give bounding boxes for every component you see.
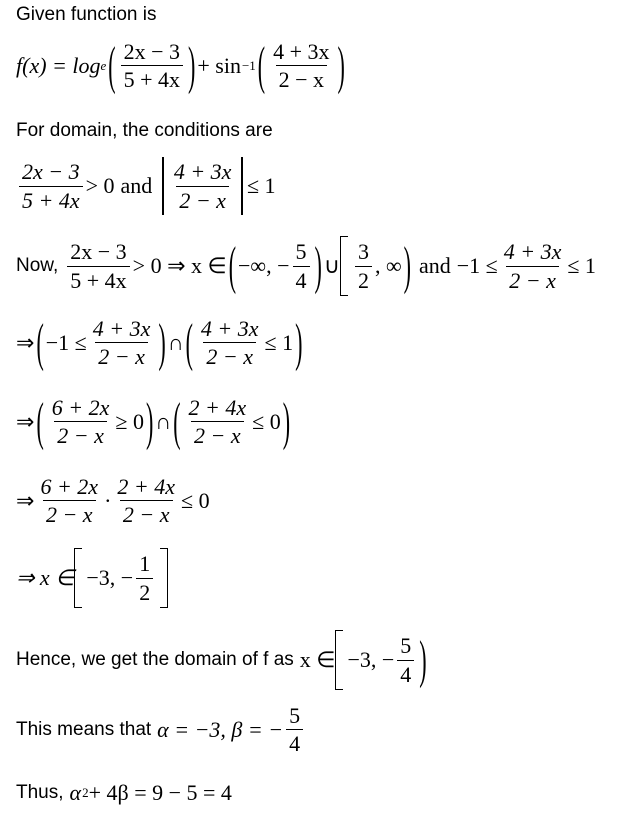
fraction-5-4c xyxy=(286,704,303,755)
fraction-sin-arg xyxy=(270,40,332,91)
fraction-now-2 xyxy=(501,240,565,291)
step-product xyxy=(16,475,210,526)
neg-one-le: −1 ≤ xyxy=(45,329,87,355)
fraction-b xyxy=(198,317,262,368)
bracket-open xyxy=(335,630,343,690)
frac-numerator: 2 + 4x xyxy=(117,474,176,499)
union-symbol: ∪ xyxy=(323,253,340,278)
fraction-log-arg xyxy=(121,40,183,91)
fraction-3-2 xyxy=(355,240,372,291)
frac-denominator: 5 + 4x xyxy=(67,266,129,292)
fraction-2 xyxy=(171,160,235,211)
log-base: e xyxy=(100,57,107,73)
frac-denominator: 2 − x xyxy=(120,500,173,526)
frac-denominator: 4 xyxy=(293,266,310,292)
frac-numerator: 4 + 3x xyxy=(503,239,562,265)
bracket-open xyxy=(74,548,82,608)
paren-close: ) xyxy=(282,390,291,451)
domain-result xyxy=(16,630,429,690)
frac-numerator: 2x − 3 xyxy=(22,159,80,185)
implies: ⇒ xyxy=(16,408,35,434)
hence-label: Hence, we get the domain of f as xyxy=(16,649,294,670)
comma-inf: , ∞ xyxy=(374,253,402,278)
x-in: x ∈ xyxy=(299,647,336,672)
square-exponent: 2 xyxy=(82,785,89,800)
fraction-5-4 xyxy=(293,240,310,291)
paren-close: ) xyxy=(188,34,196,95)
fraction-f xyxy=(114,475,178,526)
final-result xyxy=(16,780,232,806)
neg-three: −3, − xyxy=(86,565,134,590)
frac-denominator: 2 − x xyxy=(276,65,327,91)
fraction-1-2 xyxy=(136,552,153,603)
conditions-math xyxy=(16,157,276,215)
fraction-a xyxy=(90,317,154,368)
ge-zero: ≥ 0 xyxy=(115,408,144,434)
intersection-symbol: ∩ xyxy=(155,408,172,434)
frac-denominator: 5 + 4x xyxy=(121,65,183,91)
frac-denominator: 2 − x xyxy=(54,421,107,447)
frac-denominator: 2 − x xyxy=(203,342,256,368)
now-label: Now, xyxy=(16,255,59,276)
step-interval xyxy=(16,548,168,608)
frac-numerator: 6 + 2x xyxy=(40,474,99,499)
abs-bar-left xyxy=(162,157,164,215)
implies: ⇒ xyxy=(16,329,35,355)
thus-label: Thus, xyxy=(16,782,64,803)
step-split xyxy=(16,311,304,372)
implies-x-in: ⇒ x ∈ xyxy=(16,565,75,590)
frac-numerator: 6 + 2x xyxy=(51,395,110,420)
paren-close: ) xyxy=(295,311,303,372)
inverse-exponent: −1 xyxy=(241,57,256,73)
frac-denominator: 2 − x xyxy=(176,186,229,212)
given-function-text xyxy=(16,4,156,26)
frac-numerator: 3 xyxy=(357,239,369,265)
paren-open: ( xyxy=(173,390,181,451)
paren-open: ( xyxy=(108,34,116,95)
paren-open: ( xyxy=(257,34,266,95)
domain-conditions-text xyxy=(16,120,273,142)
paren-open: ( xyxy=(36,390,44,451)
frac-denominator: 2 xyxy=(136,578,153,604)
neg-inf: −∞, − xyxy=(238,253,290,278)
means-label: This means that xyxy=(16,718,152,740)
fraction-now xyxy=(67,240,129,291)
and-text: and xyxy=(120,173,153,198)
frac-numerator: 4 + 3x xyxy=(273,39,330,64)
fraction-1 xyxy=(19,160,83,211)
function-definition xyxy=(16,34,347,95)
fx-label: f(x) = log xyxy=(16,52,101,78)
final-expression: + 4β = 9 − 5 = 4 xyxy=(88,780,232,805)
le-one: ≤ 1 xyxy=(567,253,596,278)
frac-numerator: 1 xyxy=(139,551,151,577)
frac-denominator: 4 xyxy=(397,660,414,686)
frac-numerator: 4 + 3x xyxy=(173,159,232,185)
alpha-beta-values: α = −3, β = − xyxy=(157,716,284,742)
le-zero: ≤ 0 xyxy=(181,487,210,513)
now-step xyxy=(16,236,596,296)
implies: ⇒ xyxy=(16,487,35,513)
paren-open: ( xyxy=(185,311,193,372)
alpha-beta xyxy=(16,704,306,755)
frac-numerator: 4 + 3x xyxy=(92,316,151,341)
intersection-symbol: ∩ xyxy=(167,329,184,355)
frac-numerator: 5 xyxy=(295,239,307,265)
frac-denominator: 2 − x xyxy=(191,421,244,447)
frac-denominator: 2 xyxy=(355,266,372,292)
frac-numerator: 5 xyxy=(400,633,412,659)
abs-bar-right xyxy=(241,157,243,215)
bracket-open xyxy=(340,236,348,296)
paren-close: ) xyxy=(145,390,154,451)
and-text: and xyxy=(418,253,451,278)
paren-close: ) xyxy=(403,234,411,295)
alpha: α xyxy=(69,780,82,805)
paren-close: ) xyxy=(158,311,166,372)
frac-denominator: 2 − x xyxy=(506,266,559,292)
paren-close: ) xyxy=(314,234,322,295)
neg-one-le: −1 ≤ xyxy=(456,253,498,278)
fraction-d xyxy=(186,396,250,447)
frac-denominator: 4 xyxy=(286,729,303,755)
frac-denominator: 2 − x xyxy=(95,342,148,368)
frac-denominator: 5 + 4x xyxy=(19,186,83,212)
given-label: Given function is xyxy=(16,4,157,25)
paren-close: ) xyxy=(337,34,345,95)
frac-numerator: 2 + 4x xyxy=(188,395,247,420)
plus-sin: + sin xyxy=(197,52,241,78)
conditions-label: For domain, the conditions are xyxy=(16,120,273,141)
frac-numerator: 2x − 3 xyxy=(123,39,181,64)
gt-zero: > 0 xyxy=(85,173,115,198)
frac-numerator: 4 + 3x xyxy=(200,316,259,341)
neg-three: −3, − xyxy=(347,647,395,672)
implies-x-in: > 0 ⇒ x ∈ xyxy=(132,253,227,278)
dot-operator: · xyxy=(104,487,112,513)
le-one: ≤ 1 xyxy=(264,329,294,355)
step-simplified xyxy=(16,390,292,451)
le-one: ≤ 1 xyxy=(246,173,276,198)
bracket-close xyxy=(160,548,168,608)
paren-open: ( xyxy=(228,234,237,295)
fraction-5-4b xyxy=(397,634,414,685)
le-zero: ≤ 0 xyxy=(252,408,281,434)
frac-numerator: 5 xyxy=(289,703,301,728)
frac-denominator: 2 − x xyxy=(43,500,96,526)
paren-close: ) xyxy=(419,628,427,689)
fraction-e xyxy=(37,475,101,526)
fraction-c xyxy=(49,396,113,447)
paren-open: ( xyxy=(36,311,44,372)
frac-numerator: 2x − 3 xyxy=(70,239,127,265)
